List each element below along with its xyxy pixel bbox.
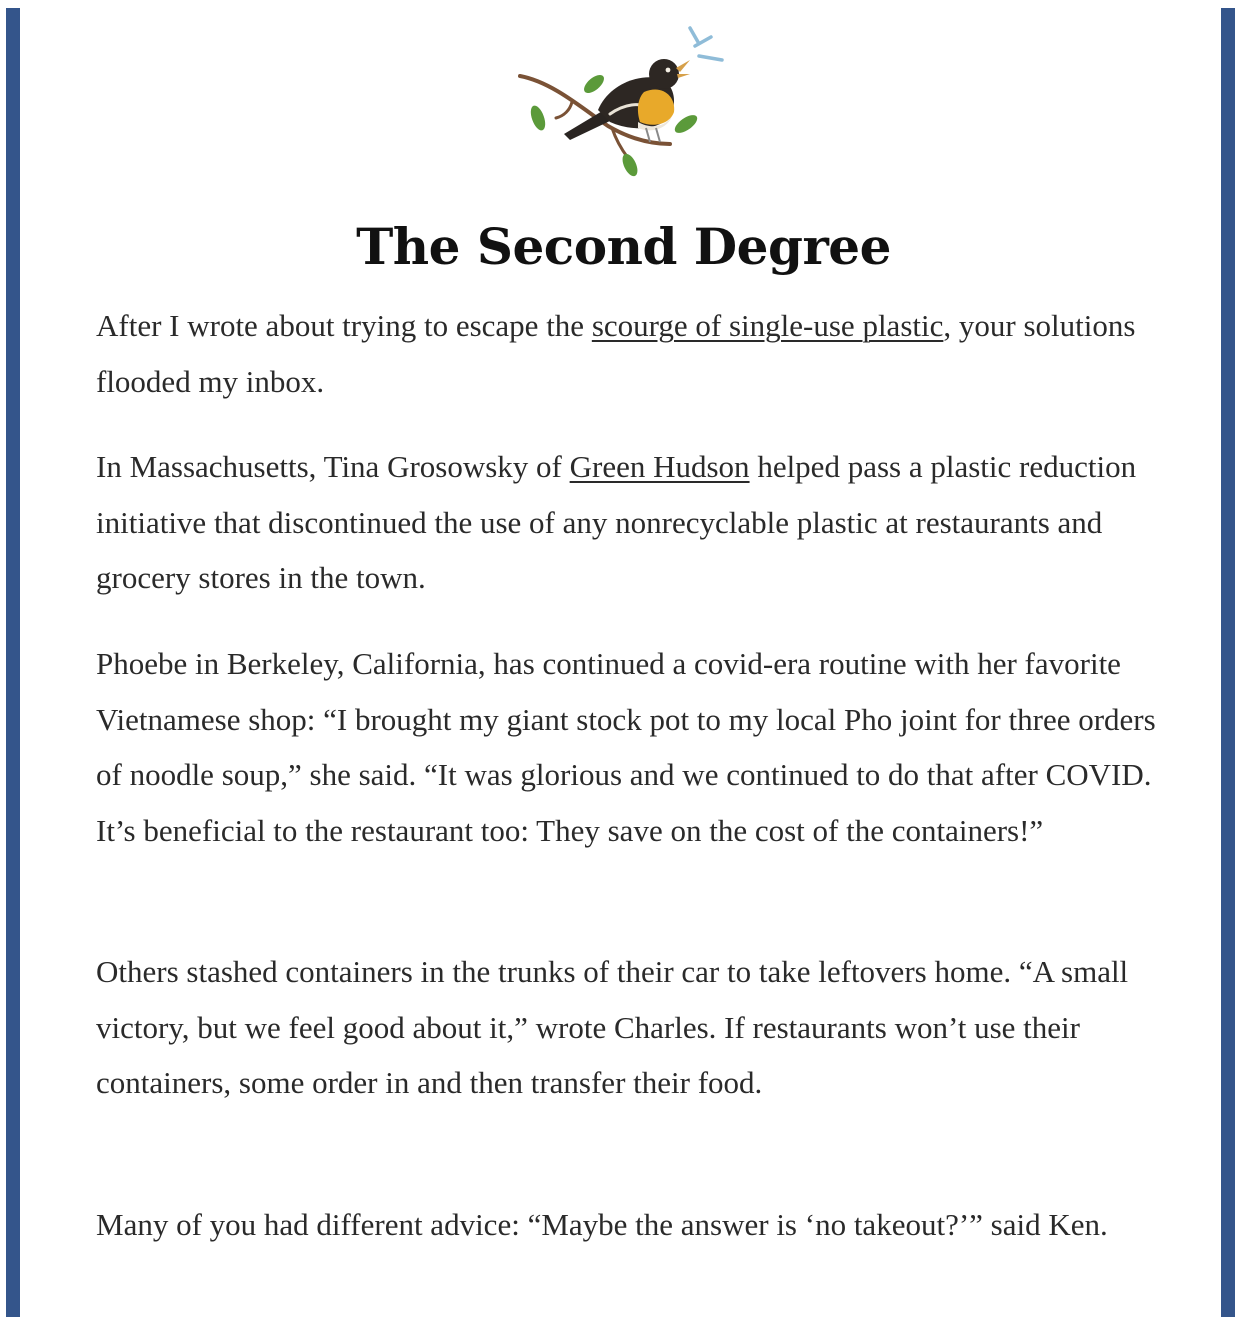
link-green-hudson[interactable]: Green Hudson bbox=[569, 449, 750, 484]
link-scourge-of-single-use-plastic[interactable]: scourge of single-use plastic bbox=[591, 308, 944, 343]
paragraph-text: , your solutions flooded my inbox. bbox=[96, 308, 1136, 399]
songbird-on-branch-icon bbox=[512, 18, 732, 183]
left-border-bar bbox=[6, 8, 20, 1317]
paragraph-phoebe-berkeley: Phoebe in Berkeley, California, has continued a covid-era routine with her favorite Vietnamese shop: “I brought my giant stock pot to my local Pho joint for three orders of noodle soup,” she said. “It was glorious and we continued to do that after COVID. It’s beneficial to the restaurant too: They save on the cost of the containers!” bbox=[96, 646, 1156, 848]
paragraph-massachusetts bbox=[96, 439, 1156, 606]
paragraph-text: helped pass a plastic reduction initiative that discontinued the use of any nonrecyclable plastic at restaurants and grocery stores in the town. bbox=[96, 449, 1137, 595]
right-border-bar bbox=[1221, 8, 1235, 1317]
paragraph-plastic-intro bbox=[96, 298, 1156, 409]
paragraph-text: After I wrote about trying to escape the bbox=[96, 308, 592, 343]
section-title: The Second Degree bbox=[356, 217, 891, 276]
paragraph-text: In Massachusetts, Tina Grosowsky of bbox=[96, 449, 570, 484]
paragraph-ken-advice: Many of you had different advice: “Maybe the answer is ‘no takeout?’” said Ken. bbox=[96, 1207, 1108, 1242]
paragraph-containers-in-car: Others stashed containers in the trunks of their car to take leftovers home. “A small victory, but we feel good about it,” wrote Charles. If restaurants won’t use their containers, some order in and then transfer their food. bbox=[96, 954, 1129, 1100]
